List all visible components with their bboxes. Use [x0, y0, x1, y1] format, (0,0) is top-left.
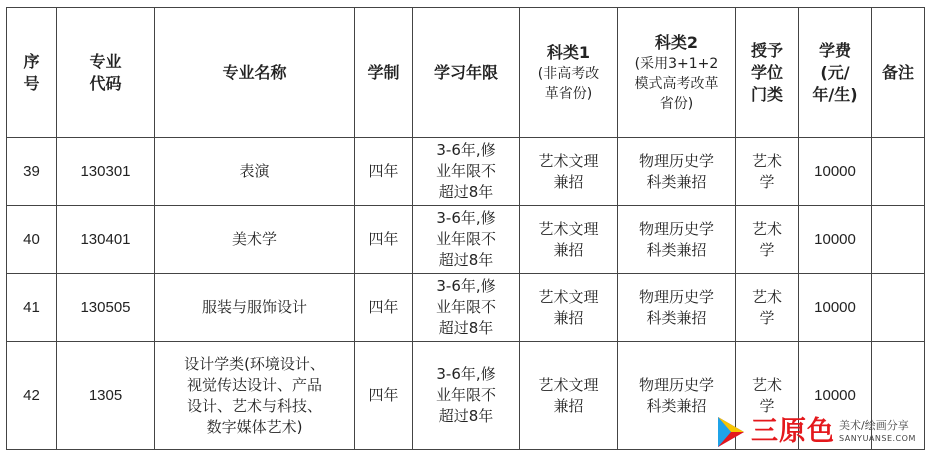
header-category-1-title: 科类1	[546, 42, 591, 62]
cell-index: 42	[7, 342, 57, 450]
watermark-brand: 三原色	[751, 416, 835, 447]
cell-category-2: 物理历史学 科类兼招	[618, 138, 736, 206]
cell-name: 设计学类(环境设计、 视觉传达设计、产品 设计、艺术与科技、 数字媒体艺术)	[155, 342, 355, 450]
cell-degree: 艺术 学	[736, 138, 799, 206]
cell-remark	[872, 138, 925, 206]
cell-code: 130401	[57, 206, 155, 274]
watermark-site: SANYUANSE.COM	[839, 434, 916, 443]
cell-degree: 艺术 学	[736, 342, 799, 450]
cell-degree: 艺术 学	[736, 274, 799, 342]
header-category-2-title: 科类2	[654, 32, 699, 52]
header-remark: 备注	[872, 8, 925, 138]
cell-fee: 10000	[799, 274, 872, 342]
cell-name: 美术学	[155, 206, 355, 274]
table-row	[7, 138, 925, 206]
cell-fee: 10000	[799, 206, 872, 274]
cell-fee: 10000	[799, 342, 872, 450]
cell-index: 41	[7, 274, 57, 342]
header-code: 专业 代码	[57, 8, 155, 138]
cell-duration: 四年	[355, 138, 413, 206]
cell-remark	[872, 206, 925, 274]
header-category-2-note: (采用3+1+2 模式高考改革 省份)	[634, 55, 719, 112]
header-duration: 学制	[355, 8, 413, 138]
cell-index: 40	[7, 206, 57, 274]
header-fee: 学费 (元/ 年/生)	[799, 8, 872, 138]
cell-category-1: 艺术文理 兼招	[520, 138, 618, 206]
header-row	[7, 8, 925, 138]
cell-fee: 10000	[799, 138, 872, 206]
cell-code: 1305	[57, 342, 155, 450]
cell-duration: 四年	[355, 342, 413, 450]
cell-category-2: 物理历史学 科类兼招	[618, 206, 736, 274]
cell-category-2: 物理历史学 科类兼招	[618, 342, 736, 450]
header-years: 学习年限	[413, 8, 520, 138]
header-category-1	[520, 8, 618, 138]
cell-code: 130505	[57, 274, 155, 342]
play-logo-icon	[712, 414, 748, 450]
cell-years: 3-6年,修 业年限不 超过8年	[413, 138, 520, 206]
cell-duration: 四年	[355, 206, 413, 274]
header-name: 专业名称	[155, 8, 355, 138]
header-category-2	[618, 8, 736, 138]
cell-category-1: 艺术文理 兼招	[520, 274, 618, 342]
header-index: 序 号	[7, 8, 57, 138]
cell-remark	[872, 274, 925, 342]
cell-name: 表演	[155, 138, 355, 206]
header-degree: 授予 学位 门类	[736, 8, 799, 138]
cell-degree: 艺术 学	[736, 206, 799, 274]
cell-category-1: 艺术文理 兼招	[520, 206, 618, 274]
cell-years: 3-6年,修 业年限不 超过8年	[413, 274, 520, 342]
cell-name: 服装与服饰设计	[155, 274, 355, 342]
cell-category-1: 艺术文理 兼招	[520, 342, 618, 450]
cell-category-2: 物理历史学 科类兼招	[618, 274, 736, 342]
cell-years: 3-6年,修 业年限不 超过8年	[413, 342, 520, 450]
watermark-tagline: 美术/绘画分享	[839, 419, 909, 432]
cell-index: 39	[7, 138, 57, 206]
cell-duration: 四年	[355, 274, 413, 342]
major-table	[6, 7, 925, 450]
table-row	[7, 274, 925, 342]
cell-code: 130301	[57, 138, 155, 206]
cell-years: 3-6年,修 业年限不 超过8年	[413, 206, 520, 274]
watermark-side	[839, 419, 916, 445]
table-row	[7, 206, 925, 274]
watermark	[712, 412, 926, 452]
header-category-1-note: (非高考改 革省份)	[537, 65, 600, 102]
